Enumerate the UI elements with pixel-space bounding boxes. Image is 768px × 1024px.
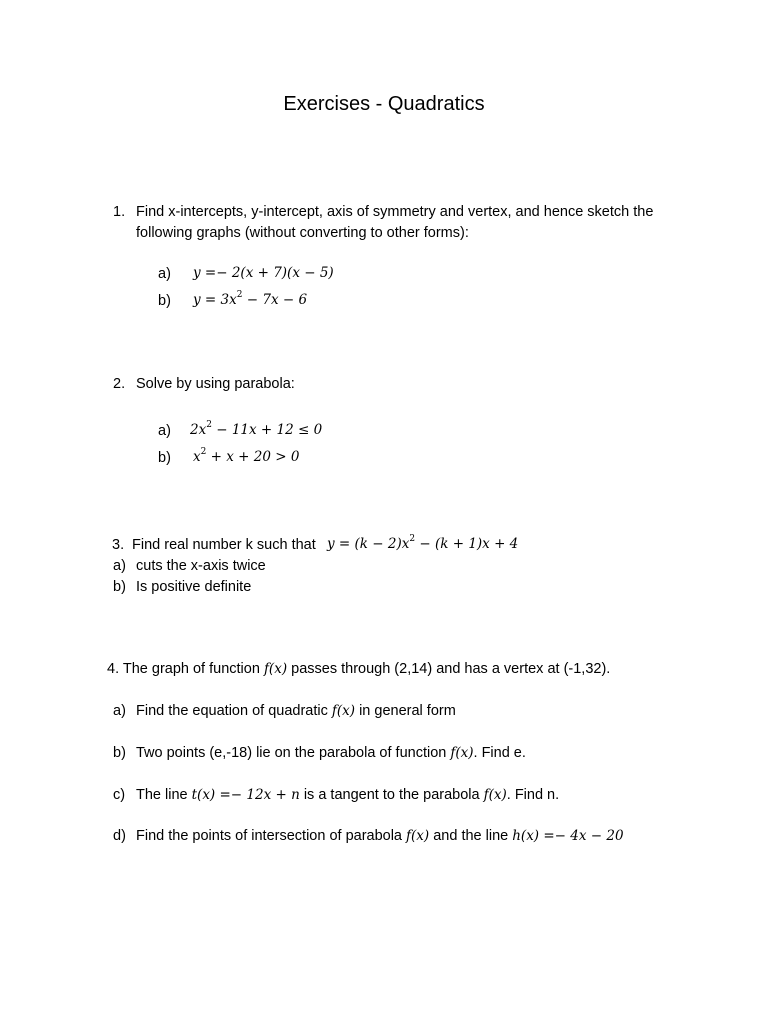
q1-b-label: b) <box>158 293 171 309</box>
q3-a-label: a) <box>113 558 126 574</box>
q3-a-text: cuts the x-axis twice <box>136 558 266 574</box>
q2-b-label: b) <box>158 450 171 466</box>
q4-d-label: d) <box>113 828 126 844</box>
q1-a-expression: y =− 2(x + 7)(x − 5) <box>193 265 334 281</box>
q3-b-text: Is positive definite <box>136 579 252 595</box>
q3-text: Find real number k such that <box>132 537 316 553</box>
q2-number: 2. <box>113 376 126 392</box>
q1-number: 1. <box>113 204 126 220</box>
q2-b-expression: $x^2 + x + 20 > 0$ <box>193 447 300 465</box>
q3-b-label: b) <box>113 579 126 595</box>
q3-number: 3. <box>112 537 125 553</box>
q4-b-text: Two points (e,-18) lie on the parabola of function f(x). Find e. <box>136 745 526 761</box>
q4-a-label: a) <box>113 703 126 719</box>
q2-text: Solve by using parabola: <box>136 376 295 392</box>
q3-expression: $y = (k - 2)x^2 - (k + 1)x + 4$ <box>327 534 519 552</box>
q4-c-label: c) <box>113 787 126 803</box>
q1-a-label: a) <box>158 266 171 282</box>
q1-b-expression: $y = 3x^2 - 7x - 6$ <box>193 290 308 308</box>
q1-text-line1: Find x-intercepts, y-intercept, axis of symmetry and vertex, and hence sketch the <box>136 204 654 220</box>
page-title: Exercises - Quadratics <box>283 93 485 115</box>
q4-intro: 4. The graph of function f(x) passes through (2,14) and has a vertex at (-1,32). <box>107 661 611 677</box>
q1-text-line2: following graphs (without converting to other forms): <box>136 225 469 241</box>
q4-c-text: The line t(x) =− 12x + n is a tangent to the parabola f(x). Find n. <box>136 787 560 803</box>
q2-a-expression: $2x^2 - 11x + 12 \le 0$ <box>190 420 323 438</box>
q4-d-text: Find the points of intersection of parabola f(x) and the line h(x) =− 4x − 20 <box>136 828 624 844</box>
q2-a-label: a) <box>158 423 171 439</box>
q4-b-label: b) <box>113 745 126 761</box>
q4-a-text: Find the equation of quadratic f(x) in general form <box>136 703 456 719</box>
